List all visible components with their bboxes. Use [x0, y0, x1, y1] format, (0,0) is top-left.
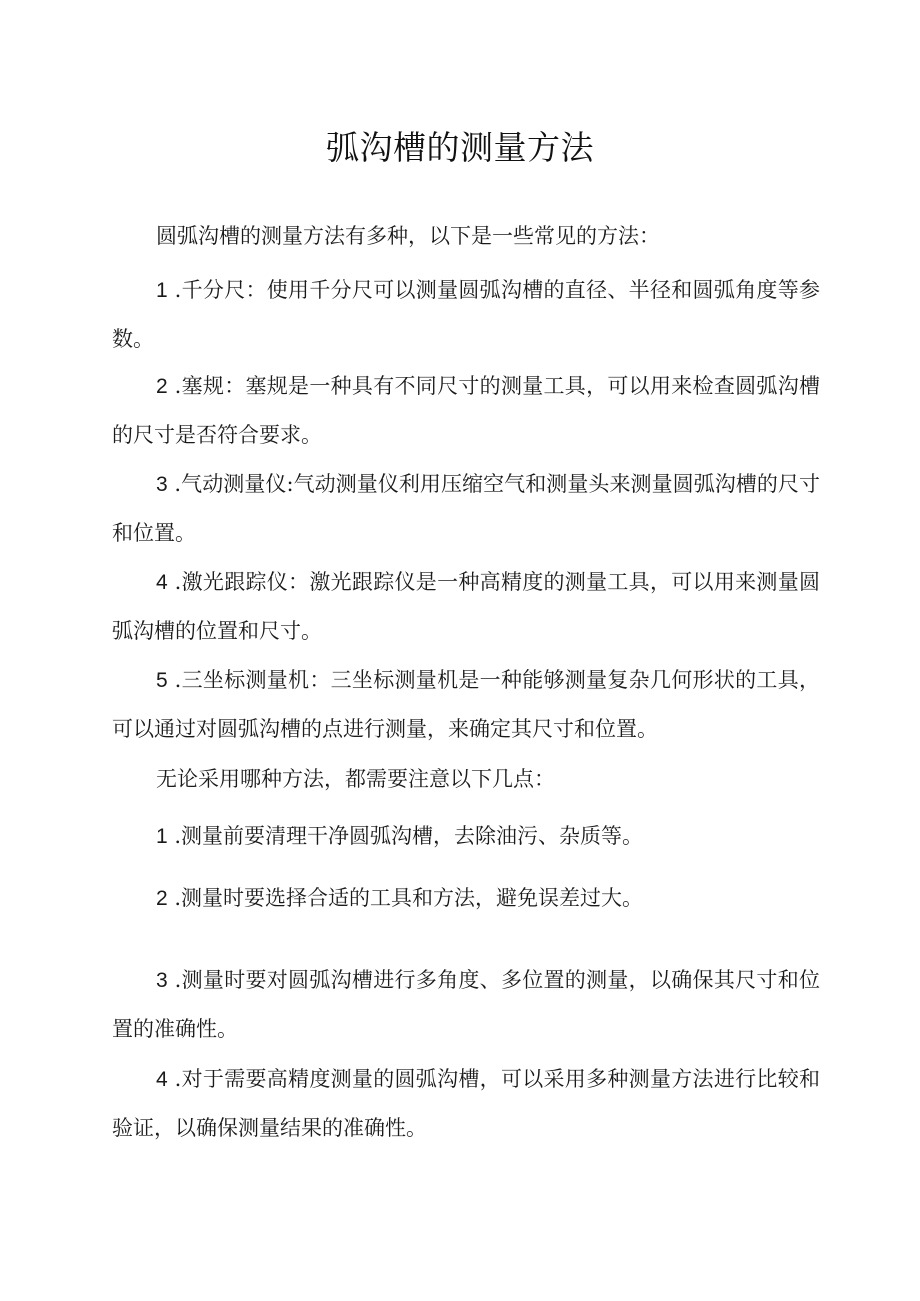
method-item-3 — [112, 460, 820, 557]
note-item-3 — [112, 956, 820, 1053]
note-number: 3 — [156, 969, 168, 992]
note-item-4 — [112, 1055, 820, 1152]
method-item-1 — [112, 266, 820, 363]
note-number: 2 — [156, 887, 168, 910]
notes-intro-paragraph: 无论采用哪种方法，都需要注意以下几点： — [156, 767, 555, 791]
method-text: .三坐标测量机：三坐标测量机是一种能够测量复杂几何形状的工具，可以通过对圆弧沟槽的点进行测量，来确定其尺寸和位置。 — [112, 668, 820, 741]
method-text: .千分尺：使用千分尺可以测量圆弧沟槽的直径、半径和圆弧角度等参数。 — [112, 278, 820, 351]
method-number: 4 — [156, 571, 168, 594]
note-text: .测量时要对圆弧沟槽进行多角度、多位置的测量，以确保其尺寸和位置的准确性。 — [112, 968, 820, 1041]
note-item-1 — [112, 812, 820, 861]
method-item-5 — [112, 656, 820, 753]
note-text: .测量时要选择合适的工具和方法，避免误差过大。 — [174, 886, 644, 910]
note-number: 4 — [156, 1068, 168, 1091]
method-number: 2 — [156, 375, 168, 398]
method-item-4 — [112, 558, 820, 655]
note-text: .测量前要清理干净圆弧沟槽，去除油污、杂质等。 — [174, 824, 644, 848]
method-number: 1 — [156, 279, 168, 302]
intro-paragraph: 圆弧沟槽的测量方法有多种，以下是一些常见的方法： — [156, 224, 660, 248]
method-number: 5 — [156, 669, 168, 692]
method-number: 3 — [156, 473, 168, 496]
method-text: .激光跟踪仪：激光跟踪仪是一种高精度的测量工具，可以用来测量圆弧沟槽的位置和尺寸。 — [112, 570, 820, 643]
method-text: .气动测量仪:气动测量仪利用压缩空气和测量头来测量圆弧沟槽的尺寸和位置。 — [112, 472, 820, 545]
page-title: 弧沟槽的测量方法 — [326, 128, 594, 167]
method-text: .塞规：塞规是一种具有不同尺寸的测量工具，可以用来检查圆弧沟槽的尺寸是否符合要求。 — [112, 374, 820, 447]
method-item-2 — [112, 362, 820, 459]
note-number: 1 — [156, 825, 168, 848]
note-text: .对于需要高精度测量的圆弧沟槽，可以采用多种测量方法进行比较和验证，以确保测量结果的准确性。 — [112, 1067, 820, 1140]
note-item-2 — [112, 874, 820, 923]
